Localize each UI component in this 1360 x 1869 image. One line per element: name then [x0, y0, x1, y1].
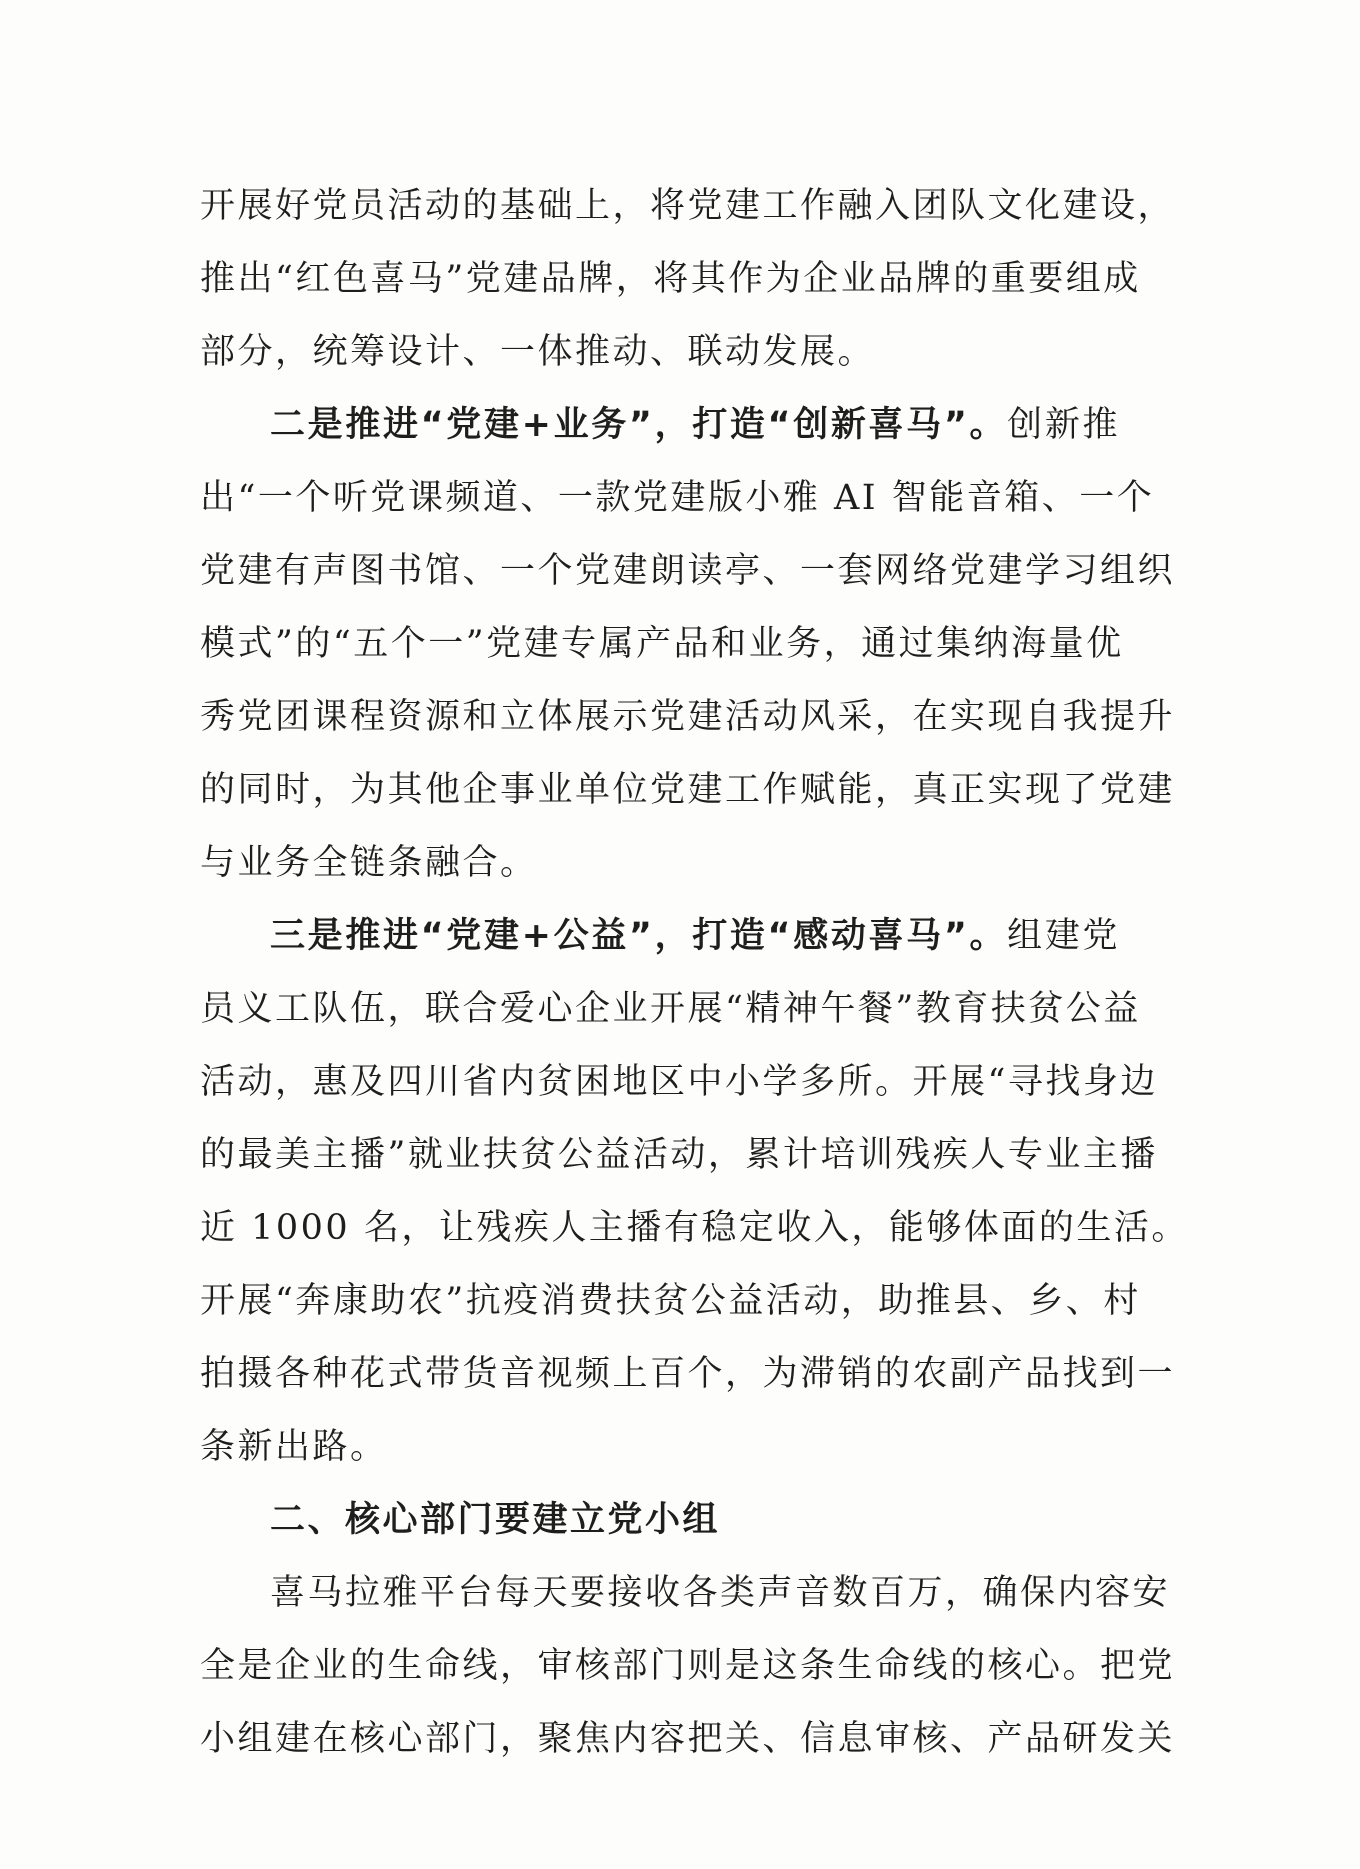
paragraph-line: 全是企业的生命线，审核部门则是这条生命线的核心。把党: [200, 1646, 1176, 1686]
paragraph-line: 活动，惠及四川省内贫困地区中小学多所。开展“寻找身边: [200, 1062, 1158, 1102]
paragraph-line: 推出“红色喜马”党建品牌，将其作为企业品牌的重要组成: [200, 259, 1141, 299]
paragraph-lead-rest: 组建党: [1007, 916, 1120, 956]
document-body: [200, 170, 1189, 1776]
paragraph-line: 小组建在核心部门，聚焦内容把关、信息审核、产品研发关: [200, 1719, 1176, 1759]
paragraph-line: 与业务全链条融合。: [200, 843, 538, 883]
paragraph-line: 开展好党员活动的基础上，将党建工作融入团队文化建设，: [200, 186, 1176, 226]
paragraph-line: 的同时，为其他企事业单位党建工作赋能，真正实现了党建: [200, 770, 1176, 810]
paragraph-line: 党建有声图书馆、一个党建朗读亭、一套网络党建学习组织: [200, 551, 1176, 591]
paragraph-line: 秀党团课程资源和立体展示党建活动风采，在实现自我提升: [200, 697, 1176, 737]
paragraph-line: 模式”的“五个一”党建专属产品和业务，通过集纳海量优: [200, 624, 1124, 664]
paragraph-lead-bold: 二是推进“党建+业务”，打造“创新喜马”。: [270, 405, 1008, 445]
paragraph-first-line: 喜马拉雅平台每天要接收各类声音数百万，确保内容安: [270, 1573, 1171, 1613]
paragraph-line: 的最美主播”就业扶贫公益活动，累计培训残疾人专业主播: [200, 1135, 1158, 1175]
paragraph-lead-rest: 创新推: [1007, 405, 1120, 445]
section-heading: 二、核心部门要建立党小组: [270, 1500, 721, 1540]
paragraph-lead-bold: 三是推进“党建+公益”，打造“感动喜马”。: [270, 916, 1008, 956]
paragraph-first-line: [200, 389, 1120, 462]
paragraph-line: 部分，统筹设计、一体推动、联动发展。: [200, 332, 876, 372]
paragraph-line: 出“一个听党课频道、一款党建版小雅 AI 智能音箱、一个: [200, 478, 1155, 518]
paragraph-line: 员义工队伍，联合爱心企业开展“精神午餐”教育扶贫公益: [200, 989, 1141, 1029]
paragraph-line: 拍摄各种花式带货音视频上百个，为滞销的农副产品找到一: [200, 1354, 1176, 1394]
paragraph-line: 条新出路。: [200, 1427, 388, 1467]
paragraph-first-line: [200, 900, 1120, 973]
paragraph-line: 近 1000 名，让残疾人主播有稳定收入，能够体面的生活。: [200, 1208, 1189, 1248]
paragraph-line: 开展“奔康助农”抗疫消费扶贫公益活动，助推县、乡、村: [200, 1281, 1141, 1321]
